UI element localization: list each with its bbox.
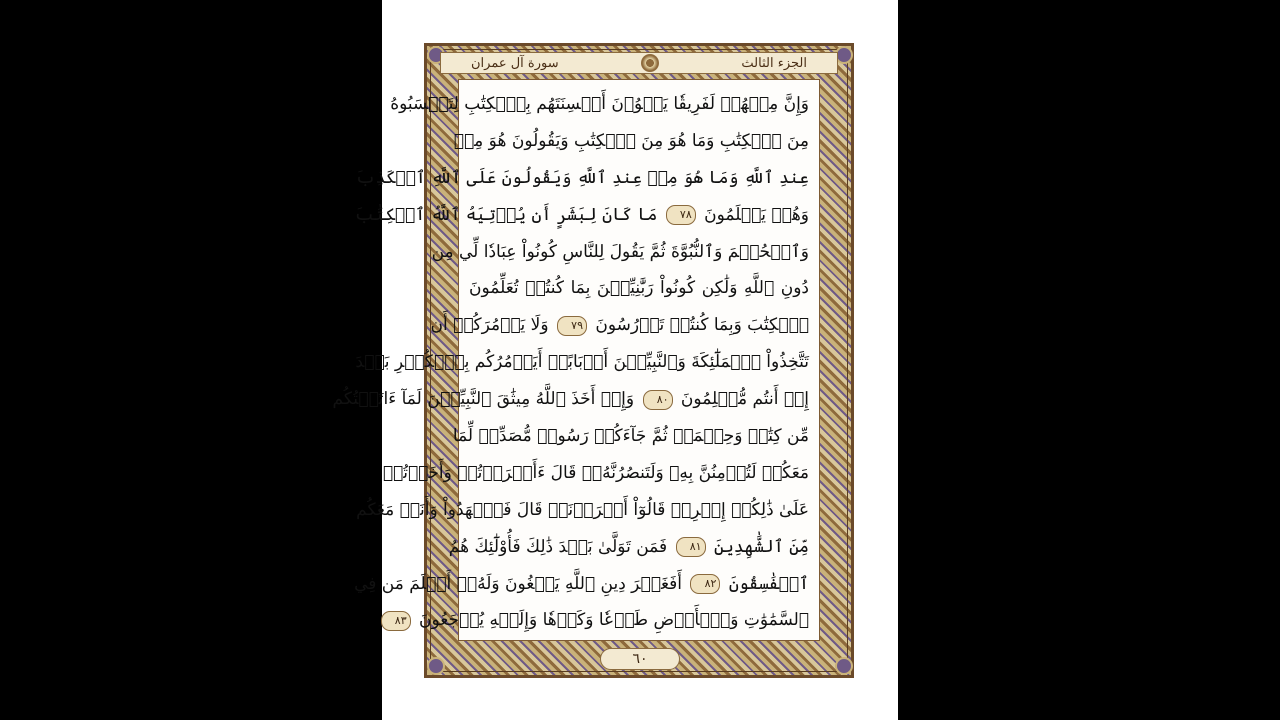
ayah-number-marker: ٧٩ xyxy=(557,316,587,336)
ayah-number-marker: ٨٢ xyxy=(690,574,720,594)
page-header xyxy=(440,52,838,74)
corner-ornament-icon xyxy=(835,657,853,675)
verse-line xyxy=(453,123,809,160)
verse-line xyxy=(448,529,809,566)
quran-text-panel xyxy=(332,79,820,641)
verse-line xyxy=(431,234,809,271)
verse-line xyxy=(332,381,809,418)
verse-text: مِّن كِتَٰبٖ وَحِكۡمَةٖ ثُمَّ جَآءَكُمۡ رَسُولٞ مُّصَدِّقٞ لِّمَا xyxy=(452,426,809,447)
verse-line xyxy=(355,197,809,234)
verse-text: دُونِ ٱللَّهِ وَلَٰكِن كُونُواْ رَبَّٰنِيِّـۧنَ بِمَا كُنتُمۡ تُعَلِّمُونَ xyxy=(469,278,809,299)
verse-text: عِندِ ٱللَّهِ وَمَا هُوَ مِنۡ عِندِ ٱللَّهِ وَيَقُولُونَ عَلَى ٱللَّهِ ٱلۡكَذِبَ xyxy=(355,167,809,188)
header-rosette-icon xyxy=(641,54,659,72)
verse-lines xyxy=(332,86,809,639)
surah-name: سورة آل عمران xyxy=(471,55,559,71)
verse-text: وَٱلۡحُكۡمَ وَٱلنُّبُوَّةَ ثُمَّ يَقُولَ لِلنَّاسِ كُونُواْ عِبَادٗا لِّي مِن xyxy=(431,241,809,262)
verse-line xyxy=(355,344,809,381)
verse-text: أَفَغَيۡرَ دِينِ ٱللَّهِ يَبۡغُونَ وَلَهُۥٓ أَسۡلَمَ مَن فِي xyxy=(354,573,683,594)
verse-line xyxy=(394,602,809,639)
verse-text: عَلَىٰ ذَٰلِكُمۡ إِصۡرِيۖ قَالُوٓاْ أَقۡرَرۡنَاۚ قَالَ فَٱشۡهَدُواْ وَأَنَا۠ مَعَكُم xyxy=(356,499,809,520)
verse-text: مِّنَ ٱلشَّٰهِدِينَ xyxy=(713,536,809,557)
ayah-number-marker: ٨٠ xyxy=(643,390,673,410)
verse-text: مِنَ ٱلۡكِتَٰبِ وَمَا هُوَ مِنَ ٱلۡكِتَٰبِ وَيَقُولُونَ هُوَ مِنۡ xyxy=(453,130,809,151)
verse-text: ٱلسَّمَٰوَٰتِ وَٱلۡأَرۡضِ طَوۡعٗا وَكَرۡهٗا وَإِلَيۡهِ يُرۡجَعُونَ xyxy=(419,610,809,631)
verse-line xyxy=(469,270,809,307)
verse-text: مَعَكُمۡ لَتُؤۡمِنُنَّ بِهِۦ وَلَتَنصُرُنَّهُۥۚ قَالَ ءَأَقۡرَرۡتُمۡ وَأَخَذۡتُمۡ xyxy=(382,462,809,483)
verse-text: ٱلۡفَٰسِقُونَ xyxy=(728,573,809,594)
verse-text: ٱلۡكِتَٰبَ وَبِمَا كُنتُمۡ تَدۡرُسُونَ xyxy=(595,315,809,336)
verse-line xyxy=(354,566,809,603)
verse-line xyxy=(382,455,809,492)
ayah-number-marker: ٨٣ xyxy=(381,611,411,631)
verse-line xyxy=(430,307,809,344)
verse-text: وَلَا يَأۡمُرَكُمۡ أَن xyxy=(430,315,549,336)
page-number: ٦٠ xyxy=(600,648,680,670)
juz-name: الجزء الثالث xyxy=(741,55,807,71)
ayah-number-marker: ٧٨ xyxy=(666,205,696,225)
verse-text: تَتَّخِذُواْ ٱلۡمَلَٰٓئِكَةَ وَٱلنَّبِيِّـۧنَ أَرۡبَابًاۗ أَيَأۡمُرُكُم بِٱلۡكُفۡرِ بَعۡدَ xyxy=(355,352,809,373)
verse-text: فَمَن تَوَلَّىٰ بَعۡدَ ذَٰلِكَ فَأُوْلَٰٓئِكَ هُمُ xyxy=(448,536,668,557)
corner-ornament-icon xyxy=(427,657,445,675)
ayah-number-marker: ٨١ xyxy=(676,537,706,557)
verse-text: وَإِذۡ أَخَذَ ٱللَّهُ مِيثَٰقَ ٱلنَّبِيِّـۧنَ لَمَآ ءَاتَيۡتُكُم xyxy=(332,389,635,410)
verse-line xyxy=(452,418,809,455)
verse-line xyxy=(355,160,809,197)
verse-text: وَهُمۡ يَعۡلَمُونَ xyxy=(704,204,809,225)
verse-line xyxy=(390,86,809,123)
verse-text: إِذۡ أَنتُم مُّسۡلِمُونَ xyxy=(680,389,809,410)
verse-line xyxy=(356,492,809,529)
verse-text: وَإِنَّ مِنۡهُمۡ لَفَرِيقٗا يَلۡوُۥنَ أَلۡسِنَتَهُم بِٱلۡكِتَٰبِ لِتَحۡسَبُوهُ xyxy=(390,94,809,114)
verse-text: مَا كَانَ لِبَشَرٍ أَن يُؤۡتِيَهُ ٱللَّهُ ٱلۡكِتَٰبَ xyxy=(355,204,658,225)
